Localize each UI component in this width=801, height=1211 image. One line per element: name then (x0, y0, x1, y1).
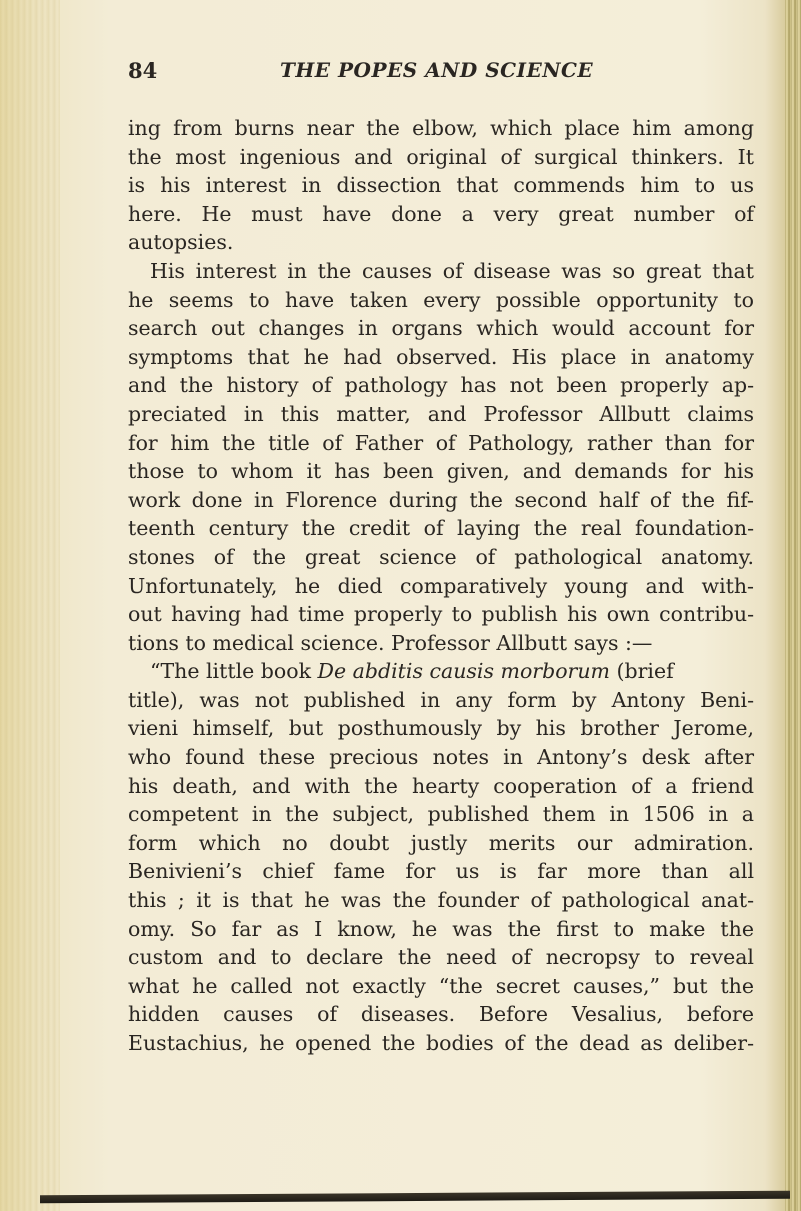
text-line: he seems to have taken every possible opportunity to (128, 287, 754, 312)
text-line: is his interest in dissection that commends him to us (128, 173, 754, 198)
text-line: ing from burns near the elbow, which place him among (128, 116, 754, 140)
text-line: preciated in this matter, and Professor Allbutt claims (128, 401, 754, 426)
text-line: symptoms that he had observed. His place in anatomy (128, 344, 754, 369)
text-line: custom and to declare the need of necropsy to reveal (128, 945, 754, 970)
text-line: out having had time properly to publish his own contribu- (128, 602, 754, 627)
text-line: search out changes in organs which would account for (128, 316, 754, 341)
text-line: teenth century the credit of laying the real foundation- (128, 516, 754, 541)
text-line-quote-start (128, 657, 754, 686)
text-line: Eustachius, he opened the bodies of the dead as deliber- (128, 1031, 754, 1055)
text-line: vieni himself, but posthumously by his brother Jerome, (128, 716, 754, 741)
text-line: omy. So far as I know, he was the first to make the (128, 916, 754, 941)
text-line: for him the title of Father of Pathology, rather than for (128, 430, 754, 455)
book-title: De abditis causis morborum (317, 659, 610, 684)
text-line: hidden causes of diseases. Before Vesalius, before (128, 1002, 754, 1027)
quote-text: “The little book (150, 659, 318, 684)
quote-text: (brief (610, 659, 674, 684)
text-line: what he called not exactly “the secret causes,” but the (128, 973, 754, 998)
page-number: 84 (128, 58, 158, 83)
running-head: THE POPES AND SCIENCE (280, 58, 594, 82)
page-edge (785, 0, 801, 1211)
page-gutter (0, 0, 60, 1211)
text-line: tions to medical science. Professor Allbutt says :— (128, 630, 653, 655)
body-text (128, 114, 754, 1058)
text-line: the most ingenious and original of surgical thinkers. It (128, 144, 754, 169)
text-line: Unfortunately, he died comparatively young and with- (128, 573, 754, 598)
text-line: here. He must have done a very great number of (128, 201, 754, 226)
text-line: autopsies. (128, 230, 234, 255)
text-line: work done in Florence during the second half of the fif- (128, 487, 754, 512)
text-line: stones of the great science of pathological anatomy. (128, 544, 754, 569)
text-line: those to whom it has been given, and demands for his (128, 459, 754, 484)
text-line: title), was not published in any form by Antony Beni- (128, 687, 754, 712)
page-bottom-shadow (40, 1191, 790, 1204)
text-line: form which no doubt justly merits our admiration. (128, 830, 754, 855)
text-line: his death, and with the hearty cooperation of a friend (128, 773, 754, 798)
text-line: His interest in the causes of disease was so great that (150, 258, 754, 283)
page-header (128, 58, 754, 88)
text-line: and the history of pathology has not been properly ap- (128, 373, 754, 398)
text-line: competent in the subject, published them in 1506 in a (128, 802, 754, 827)
text-line: this ; it is that he was the founder of pathological anat- (128, 888, 754, 913)
text-line: Benivieni’s chief fame for us is far more than all (128, 859, 754, 884)
text-line: who found these precious notes in Antony’s desk after (128, 745, 754, 770)
